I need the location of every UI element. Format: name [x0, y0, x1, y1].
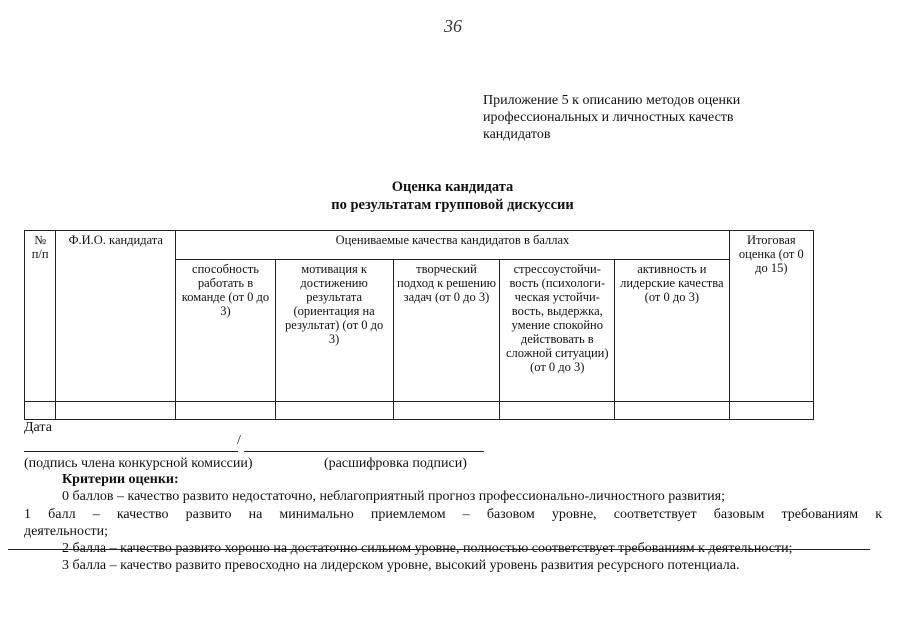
- header-total-score: Итоговая оценка (от 0 до 15): [729, 231, 813, 402]
- signature-decode-line: [244, 451, 484, 452]
- appendix-note: [483, 92, 813, 143]
- document-title: Оценка кандидата: [391, 179, 514, 195]
- criteria-item-3: 3 балла – качество развито превосходно на лидерском уровне, высокий уровень развития ресурсного потенциала.: [62, 558, 740, 573]
- table-cell[interactable]: [500, 402, 615, 420]
- appendix-line: ирофессиональных и личностных качеств: [483, 110, 734, 125]
- signature-decode-label: (расшифровка подписи): [324, 456, 467, 471]
- appendix-line: кандидатов: [483, 127, 551, 142]
- header-leadership: активность и лидерские качества (от 0 до 3): [615, 260, 730, 402]
- evaluation-table: [24, 230, 814, 420]
- table-cell[interactable]: [25, 402, 56, 420]
- criteria-title: Критерии оценки:: [62, 472, 179, 487]
- signature-label: (подпись члена конкурсной комиссии): [24, 456, 253, 471]
- criteria-item-2: 2 балла – качество развито хорошо на достаточно сильном уровне, полностью соответствует требованиям к деятельности;: [62, 541, 793, 556]
- table-cell[interactable]: [56, 402, 176, 420]
- table-cell[interactable]: [176, 402, 275, 420]
- criteria-item-1: 1 балл – качество развито на минимально приемлемом – базовом уровне, соответствует базовым требованиям к: [24, 507, 882, 522]
- header-candidate-name: Ф.И.О. кандидата: [56, 231, 176, 402]
- header-creativity: творческий подход к решению задач (от 0 до 3): [393, 260, 500, 402]
- table-row: [25, 402, 814, 420]
- page-number: 36: [444, 16, 462, 36]
- header-qualities-group: Оцениваемые качества кандидатов в баллах: [176, 231, 729, 260]
- signature-separator: /: [237, 433, 241, 448]
- header-teamwork: способность работать в команде (от 0 до 3): [176, 260, 275, 402]
- document-subtitle: по результатам групповой дискуссии: [331, 197, 574, 213]
- criteria-item-0: 0 баллов – качество развито недостаточно, неблагоприятный прогноз профессионально-личностного развития;: [62, 489, 725, 504]
- header-number: № п/п: [25, 231, 56, 402]
- signature-line: [24, 451, 238, 452]
- criteria-item-1-continued: деятельности;: [24, 524, 109, 539]
- date-label: Дата: [24, 420, 52, 435]
- header-stress-resistance: стрессоустойчи-вость (психологи-ческая устойчи-вость, выдержка, умение спокойно действовать в сложной ситуации) (от 0 до 3): [500, 260, 615, 402]
- strikethrough-line: [8, 549, 870, 550]
- table-cell[interactable]: [615, 402, 730, 420]
- table-cell[interactable]: [729, 402, 813, 420]
- table-cell[interactable]: [275, 402, 393, 420]
- table-cell[interactable]: [393, 402, 500, 420]
- header-motivation: мотивация к достижению результата (ориентация на результат) (от 0 до 3): [275, 260, 393, 402]
- appendix-line: Приложение 5 к описанию методов оценки: [483, 93, 741, 108]
